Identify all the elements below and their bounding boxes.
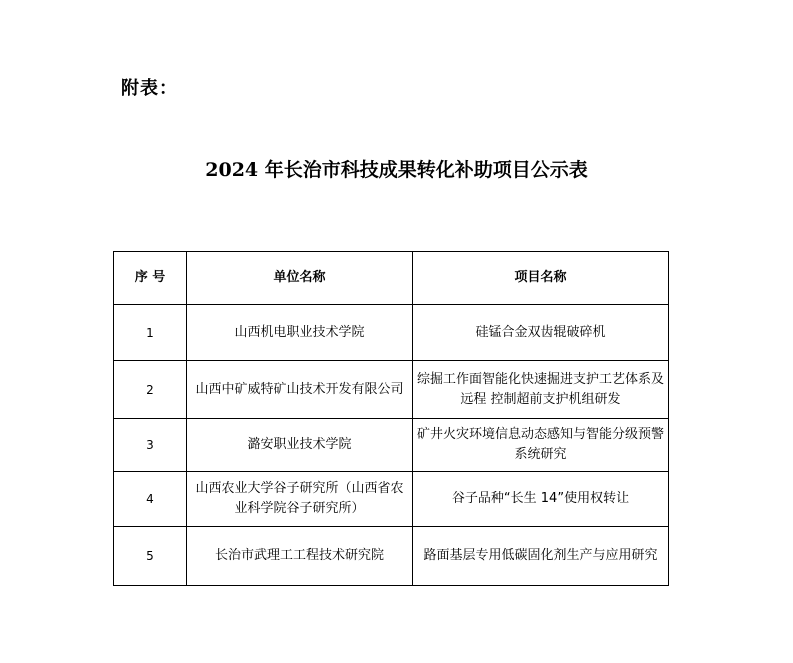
row-unit: 潞安职业技术学院 [187,419,413,472]
table-row [114,472,669,527]
attachment-label: 附表： [121,78,178,99]
row-project: 矿井火灾环境信息动态感知与智能分级预警系统研究 [413,419,669,472]
row-project: 路面基层专用低碳固化剂生产与应用研究 [413,527,669,586]
row-unit: 山西机电职业技术学院 [187,305,413,361]
table-row [114,305,669,361]
table-row [114,361,669,419]
row-no: 4 [114,472,187,527]
table-header-row [114,252,669,305]
row-project: 硅锰合金双齿辊破碎机 [413,305,669,361]
header-project: 项目名称 [413,252,669,305]
row-project: 综掘工作面智能化快速掘进支护工艺体系及远程 控制超前支护机组研发 [413,361,669,419]
row-no: 3 [114,419,187,472]
row-unit: 山西中矿威特矿山技术开发有限公司 [187,361,413,419]
row-no: 1 [114,305,187,361]
row-no: 5 [114,527,187,586]
row-no: 2 [114,361,187,419]
row-unit: 长治市武理工工程技术研究院 [187,527,413,586]
row-unit: 山西农业大学谷子研究所（山西省农业科学院谷子研究所） [187,472,413,527]
publicity-table [113,251,669,586]
table-row [114,527,669,586]
header-no: 序 号 [114,252,187,305]
document-title: 2024 年长治市科技成果转化补助项目公示表 [205,159,588,181]
header-unit: 单位名称 [187,252,413,305]
row-project: 谷子品种“长生 14”使用权转让 [413,472,669,527]
table-row [114,419,669,472]
